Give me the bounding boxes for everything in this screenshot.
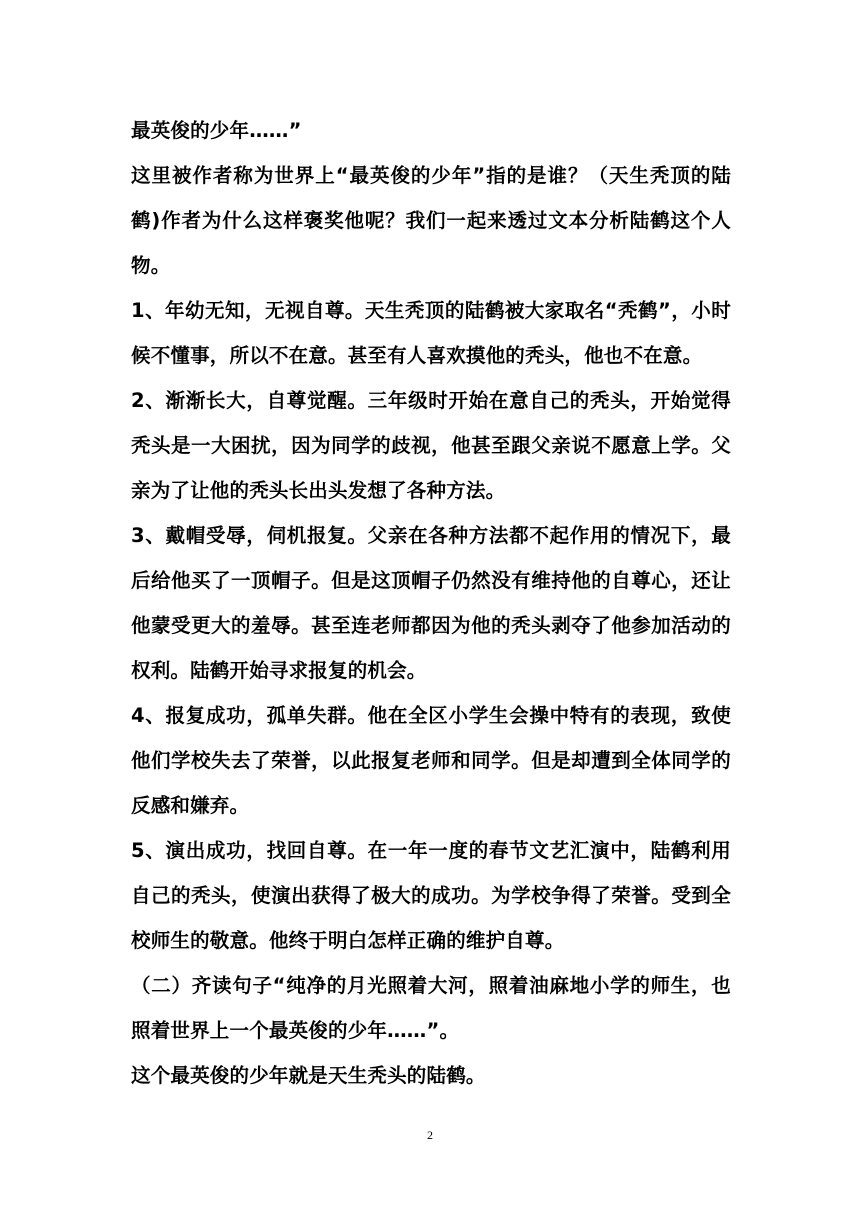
paragraph-text: 这里被作者称为世界上“最英俊的少年”指的是谁？（天生秃顶的陆鹤)作者为什么这样褒奖他呢？我们一起来透过文本分析陆鹤这个人物。	[131, 164, 731, 277]
list-item-text: 、报复成功，孤单失群。他在全区小学生会操中特有的表现，致使他们学校失去了荣誉，以此报复老师和同学。但是却遭到全体同学的反感和嫌弃。	[131, 704, 731, 817]
list-item-5	[131, 828, 731, 963]
list-item-text: 、戴帽受辱，伺机报复。父亲在各种方法都不起作用的情况下，最后给他买了一顶帽子。但是这顶帽子仍然没有维持他的自尊心，还让他蒙受更大的羞辱。甚至连老师都因为他的秃头剥夺了他参加活动的权利。陆鹤开始寻求报复的机会。	[131, 524, 731, 682]
paragraph-question	[131, 153, 731, 288]
list-item-number: 5	[131, 839, 145, 862]
document-body	[131, 108, 731, 1098]
list-item-4	[131, 693, 731, 828]
list-item-text: 、渐渐长大，自尊觉醒。三年级时开始在意自己的秃头，开始觉得秃头是一大困扰，因为同学的歧视，他甚至跟父亲说不愿意上学。父亲为了让他的秃头长出头发想了各种方法。	[131, 389, 731, 502]
paragraph-text: （二）齐读句子“纯净的月光照着大河，照着油麻地小学的师生，也照着世界上一个最英俊的少年……”。	[131, 974, 731, 1042]
list-item-number: 3	[131, 524, 145, 547]
list-item-number: 1	[131, 299, 145, 322]
list-item-2	[131, 378, 731, 513]
page-number: 2	[427, 1128, 433, 1142]
paragraph-reading	[131, 963, 731, 1053]
paragraph-text: 这个最英俊的少年就是天生秃头的陆鹤。	[131, 1064, 486, 1087]
paragraph-text: 最英俊的少年……”	[131, 119, 302, 142]
list-item-number: 4	[131, 704, 145, 727]
list-item-text: 、年幼无知，无视自尊。天生秃顶的陆鹤被大家取名“秃鹤”，小时候不懂事，所以不在意。甚至有人喜欢摸他的秃头，他也不在意。	[131, 299, 731, 367]
paragraph-conclusion	[131, 1053, 731, 1098]
list-item-3	[131, 513, 731, 693]
paragraph-continuation	[131, 108, 731, 153]
list-item-text: 、演出成功，找回自尊。在一年一度的春节文艺汇演中，陆鹤利用自己的秃头，使演出获得了极大的成功。为学校争得了荣誉。受到全校师生的敬意。他终于明白怎样正确的维护自尊。	[131, 839, 731, 952]
list-item-1	[131, 288, 731, 378]
list-item-number: 2	[131, 389, 145, 412]
